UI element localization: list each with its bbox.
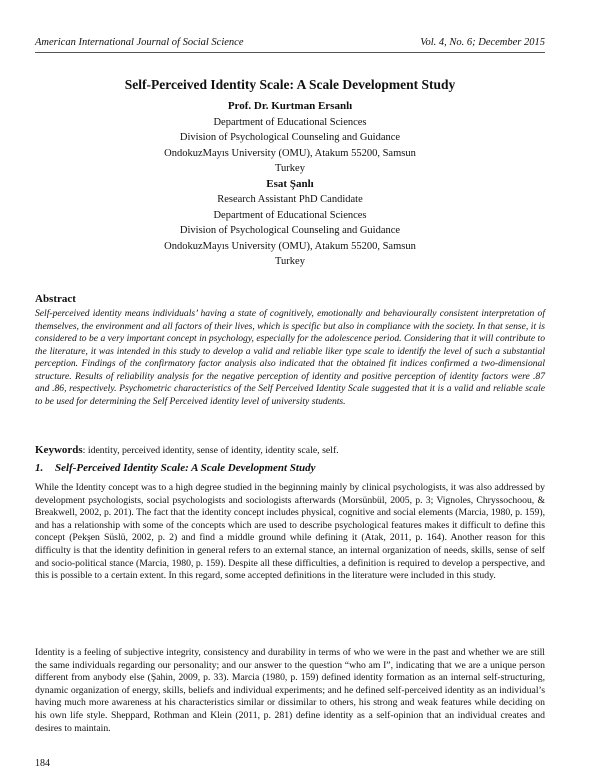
keywords (35, 444, 545, 456)
section-number: 1. (35, 462, 44, 474)
affiliation-line: Department of Educational Sciences (213, 209, 367, 221)
affiliation-line: Turkey (275, 256, 305, 267)
header-divider (35, 52, 545, 53)
author-name: Esat Şanlı (266, 177, 314, 190)
affiliation-line: Division of Psychological Counseling and Guidance (179, 132, 401, 143)
affiliation-line: Division of Psychological Counseling and Guidance (179, 225, 401, 236)
abstract-heading: Abstract (35, 293, 76, 305)
affiliation-line: Research Assistant PhD Candidate (217, 194, 363, 205)
running-header (35, 37, 545, 48)
volume-info: Vol. 4, No. 6; December 2015 (420, 37, 545, 48)
keywords-text: : identity, perceived identity, sense of identity, identity scale, self. (82, 445, 339, 456)
paper-title: Self-Perceived Identity Scale: A Scale Development Study (124, 77, 456, 92)
author-block (35, 99, 545, 270)
affiliation-line: Turkey (275, 163, 305, 174)
abstract-text: Self-perceived identity means individuals’ having a state of cognitively, emotionally and behaviourally consistent interpretation of themselves, the environment and all factors of their lives, which is specific but also in compliance with the society. In that sense, it is considered to be a very important concept in psychology, especially for the adolescence period. Considering that it will contribute to the literature, it was intended in this study to develop a valid and reliable liker type scale to identify the level of such a substantial perception. Findings of the confirmatory factor analysis also indicated that the obtained fit indices confirmed a two-dimensional structure. Results of reliability analysis for the negative perception of identity and positive perception of identity factors were .87 and .86, respectively. Psychometric characteristics of the Self Perceived Identity Scale suggested that it is a valid and reliable scale to be used for determining the Self Perceived identity level of university students. (35, 308, 545, 407)
affiliation-line: OndokuzMayıs University (OMU), Atakum 55200, Samsun (164, 147, 416, 159)
journal-name: American International Journal of Social Science (35, 37, 244, 48)
affiliation-line: Department of Educational Sciences (213, 116, 367, 128)
author-name: Prof. Dr. Kurtman Ersanlı (227, 100, 353, 112)
affiliation-line: OndokuzMayıs University (OMU), Atakum 55200, Samsun (164, 240, 416, 252)
body-paragraph: Identity is a feeling of subjective integrity, consistency and durability in terms of who we were in the past and whether we are still the same individuals regarding our personality; and our answer to the question “who am I”, indicating that we are a unique person different from anybody else (Şahin, 2009, p. 33). Marcia (1980, p. 159) defined identity formation as an internal self-structuring, dynamic organization of energy, skills, beliefs and individual experiments; and he defined self-perceived identity as an individual’s having much more awareness at his characteristics similar or dissimilar to others, his strong and weak features while deciding on his own life style. Sheppard, Rothman and Klein (2011, p. 281) define identity as a self-opinion that an individual creates and desires to maintain. (35, 647, 545, 734)
page-number: 184 (35, 758, 50, 769)
body-paragraph: While the Identity concept was to a high degree studied in the beginning mainly by clinical psychologists, it was also addressed by development psychologists, social psychologists and sociologists afterwards (Morsünbül, 2005, p. 3; Vignoles, Chryssochoou, & Breakwell, 2002, p. 201). The fact that the identity concept includes physical, cognitive and social elements (Marcia, 1980, p. 159), and has a relationship with some of the concepts which are used to describe psychological features makes it difficult to define this concept (Pekşen Süslü, 2002, p. 2) and find a middle ground while defining it (Atak, 2011, p. 164). Another reason for this difficulty is that the identity definition in general refers to an external stance, an internal organization of needs, skills, sense of self and socio-political stance (Marcia, 1980, p. 159). Despite all these difficulties, a definition is required to develop a perspective, and this is possible to a certain extent. In this regard, some accepted definitions in the literature were included in this study. (35, 482, 545, 582)
section-heading (35, 462, 315, 474)
keywords-label: Keywords (35, 444, 83, 456)
section-title: Self-Perceived Identity Scale: A Scale Development Study (55, 462, 316, 474)
